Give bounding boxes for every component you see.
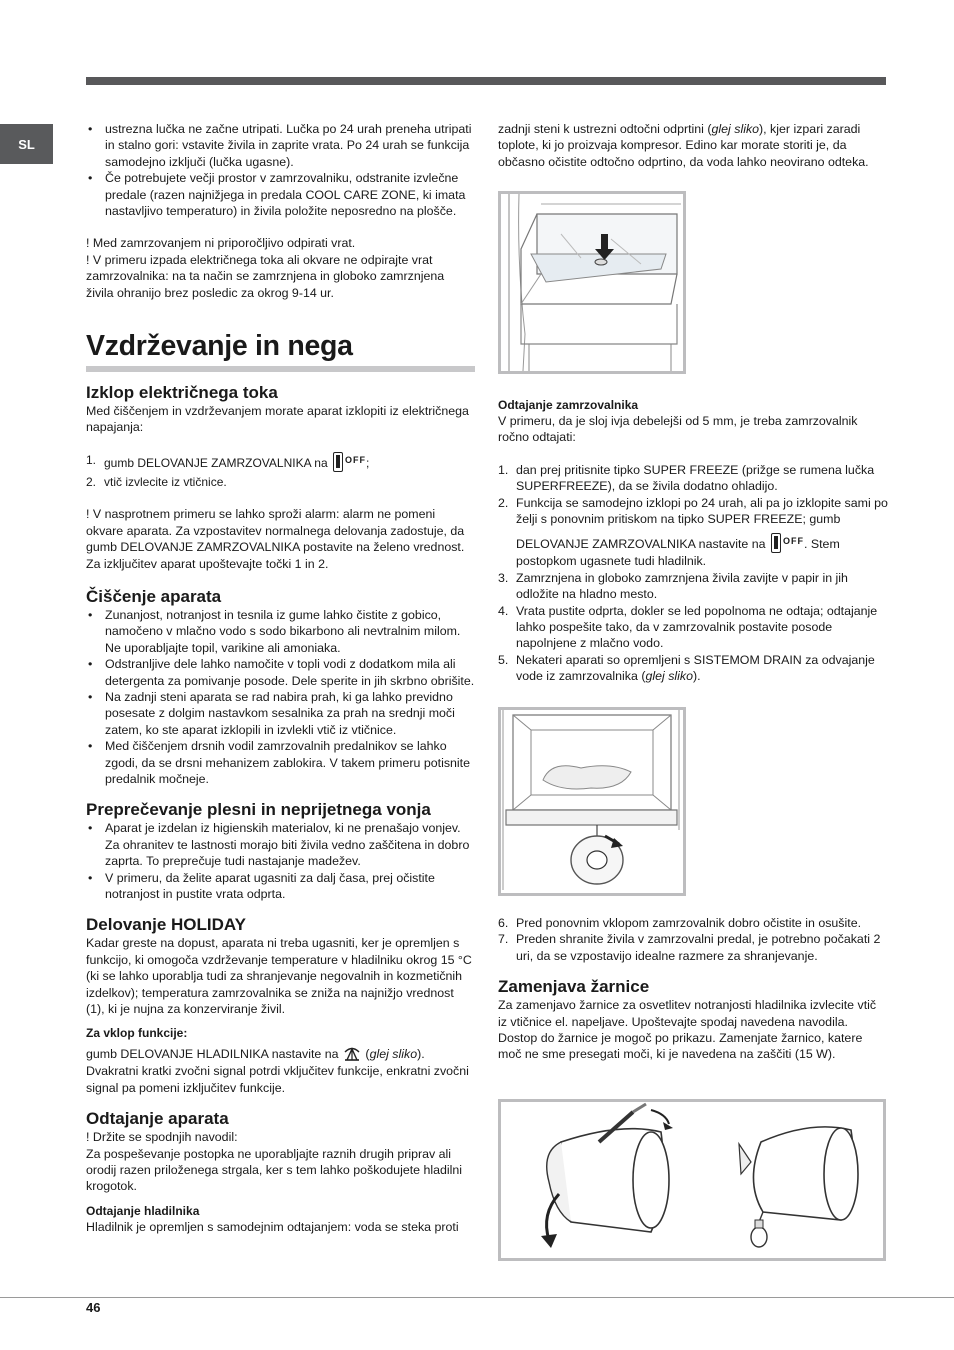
left-column [86,121,475,1235]
intro-bullet: • Če potrebujete večji prostor v zamrzovalniku, odstranite izvlečne predale (razen najnižjega in predala COOL CARE ZONE, ki imata nastavljivo temperaturo) in živila položite neposredno na plošče. [86,170,475,219]
figure-drain-system [498,707,686,896]
paragraph: Med čiščenjem in vzdrževanjem morate aparat izklopiti iz električnega napajanja: [86,404,469,435]
freezer-drain-illustration [501,710,683,893]
figure-drain-hole [498,191,686,374]
paragraph: Za pospeševanje postopka ne uporabljajte raznih drugih priprav ali orodij razen priloženega strgala, ker s tem lahko poškodujete hladilni krogotok. [86,1146,463,1194]
list-item: 3. Zamrznjena in globoko zamrznjena živila zavijte v papir in jih odložite na hladno mesto. [498,570,848,602]
warning-note: ! V primeru izpada električnega toka ali okvare ne odpirajte vrat zamrzovalnika: na ta način se zamrznjena in globoko zamrznjena živila ohranijo brez posledic za okrog 9-14 ur. [86,252,445,300]
section-title: Zamenjava žarnice [498,977,650,997]
list-item: • Odstranljive dele lahko namočite v topli vodi z dodatkom mila ali detergenta za pomivanje posode. Dele sperite in jih skrbno obrišite. [86,656,475,689]
subheading: Odtajanje hladilnika [86,1203,200,1218]
figure-bulb-replacement [498,1099,886,1261]
list-item: • Zunanjost, notranjost in tesnila iz gume lahko čistite z gobico, namočeno v mlačno vodo s sodo bikarbono ali nevtralnim milom. Ne uporabljajte topil, varikine ali amoniaka. [86,607,475,656]
paragraph: zadnji steni k ustrezni odtočni odprtini (glej sliko), kjer izpari zaradi toplote, ki jo proizvaja kompresor. Edino kar morate storiti je, da občasno očistite odtočno odprtino, da voda lahko neovirano odteka. [498,122,869,169]
off-knob-icon [333,452,343,472]
paragraph: gumb DELOVANJE HLADILNIKA nastavite na (glej sliko). [86,1047,425,1062]
list-item: 2. Funkcija se samodejno izklopi po 24 urah, ali pa jo izklopite sami po želji s ponovnim pritiskom na tipko SUPER FREEZE; gumb [498,495,888,527]
paragraph: Za zamenjavo žarnice za osvetlitev notranjosti hladilnika izvlecite vtič iz vtičnice el. napeljave. Upoštevajte spodaj navedena navodila. Dostop do žarnice je mogoč po prikazu. Zamenjate žarnico, katere moč ne sme presegati moči, ki je navedena na zaščiti (15 W). [498,998,877,1062]
section-title: Čiščenje aparata [86,586,222,606]
footer-rule [0,1297,954,1298]
defrost-final-steps [498,915,888,1063]
list-item: • Med čiščenjem drsnih vodil zamrzovalnih predalnikov se lahko zgodi, da se drsni mehanizem zablokira. V takem primeru potisnite predalnik močneje. [86,738,475,787]
header-rule [86,77,886,85]
subheading: Za vklop funkcije: [86,1026,188,1041]
paragraph: Kadar greste na dopust, aparata ni treba ugasniti, ker je opremljen s funkcijo, ki omogoča vzdrževanje temperature v hladilniku okrog 15 °C (ki se lahko uporablja tudi za shranjevanje negovalnih in kozmetičnih izdelkov); temperatura zamrzovalnika se zniža na najnižjo vrednost (1), ki je nujna za konzerviranje živil. [86,936,472,1017]
page-number: 46 [86,1300,101,1315]
list-item-continuation: DELOVANJE ZAMRZOVALNIKA nastavite na $^{OFF}$. Stem [498,533,888,553]
list-item: 5. Nekateri aparati so opremljeni s SISTEMOM DRAIN za odvajanje vode iz zamrzovalnika (glej sliko). [498,652,875,684]
list-item: 1. dan prej pritisnite tipko SUPER FREEZE (prižge se rumena lučka SUPERFREEZE), da se živila dodatno ohladijo. [498,462,875,494]
language-tab: SL [0,124,53,164]
paragraph: V primeru, da je sloj ivja debelejši od 5 mm, je treba zamrzovalnik ročno odtajati: [498,414,858,445]
paragraph: Dvakratni kratki zvočni signal potrdi vključitev funkcije, enkratni zvočni signal pa pomeni izključitev funkcije. [86,1064,469,1095]
list-item: • Na zadnji steni aparata se rad nabira prah, ki ga lahko previdno posesate z dolgim nastavkom sesalnika za prah na srednji moči zatem, ko ste aparat izklopili in izvlekli vtič iz vtičnice. [86,689,475,738]
list-item: • Aparat je izdelan iz higienskih materialov, ki ne prenašajo vonjev. Za ohranitev te lastnosti morajo biti živila vedno zaščitena in dobro zaprta. To preprečuje tudi nastajanje madežev. [86,820,475,869]
list-item: • V primeru, da želite aparat ugasniti za dalj časa, prej očistite notranjost in pustite vrata odprta. [86,870,475,903]
bulb-replacement-illustration [501,1102,883,1258]
section-title: Delovanje HOLIDAY [86,915,246,935]
list-item: 4. Vrata pustite odprta, dokler se led popolnoma ne odtaja; odtajanje lahko pospešite tako, da v zamrzovalnik postavite posode napolnjene z mlačno vodo. [498,603,878,651]
off-knob-icon [771,533,781,553]
subheading: Odtajanje zamrzovalnika [498,398,639,412]
list-item: 7. Preden shranite živila v zamrzovalni predal, je potrebno počakati 2 uri, da se vzpostavijo idealne razmere za shranjevanje. [498,932,881,963]
fridge-drain-illustration [501,194,683,371]
page-title: Vzdrževanje in nega [86,330,353,363]
list-item: 2. vtič izvlecite iz vtičnice. [86,474,227,489]
list-item: 6. Pred ponovnim vklopom zamrzovalnik dobro očistite in osušite. [498,916,862,930]
list-item-continuation: postopkom ugasnete tudi hladilnik. [516,554,707,569]
right-column [498,121,888,170]
paragraph: Hladilnik je opremljen s samodejnim odtajanjem: voda se steka proti [86,1219,459,1234]
holiday-icon [342,1045,362,1063]
freezer-defrost-section [498,397,888,685]
list-item: 1. gumb DELOVANJE ZAMRZOVALNIKA na $^{OFF}$; [86,452,370,470]
section-title: Odtajanje aparata [86,1109,229,1129]
section-title: Preprečevanje plesni in neprijetnega vonja [86,800,431,820]
intro-continuation: • ustrezna lučka ne začne utripati. Lučka po 24 urah preneha utripati in stalno gori: vstavite živila in zaprite vrata. Po 24 urah se funkcija samodejno izključi (lučka ugasne). [86,121,475,170]
warning-note: ! Med zamrzovanjem ni priporočljivo odpirati vrat. [86,236,356,251]
warning-note: ! Držite se spodnjih navodil: [86,1130,238,1145]
section-title: Izklop električnega toka [86,383,278,403]
warning-note: ! V nasprotnem primeru se lahko sproži alarm: alarm ne pomeni okvare aparata. Za vzpostavitev normalnega delovanja zadostuje, da gumb DELOVANJE ZAMRZOVALNIKA postavite na želeno vrednost. Za izključitev aparat upoštevajte točki 1 in 2. [86,507,465,571]
